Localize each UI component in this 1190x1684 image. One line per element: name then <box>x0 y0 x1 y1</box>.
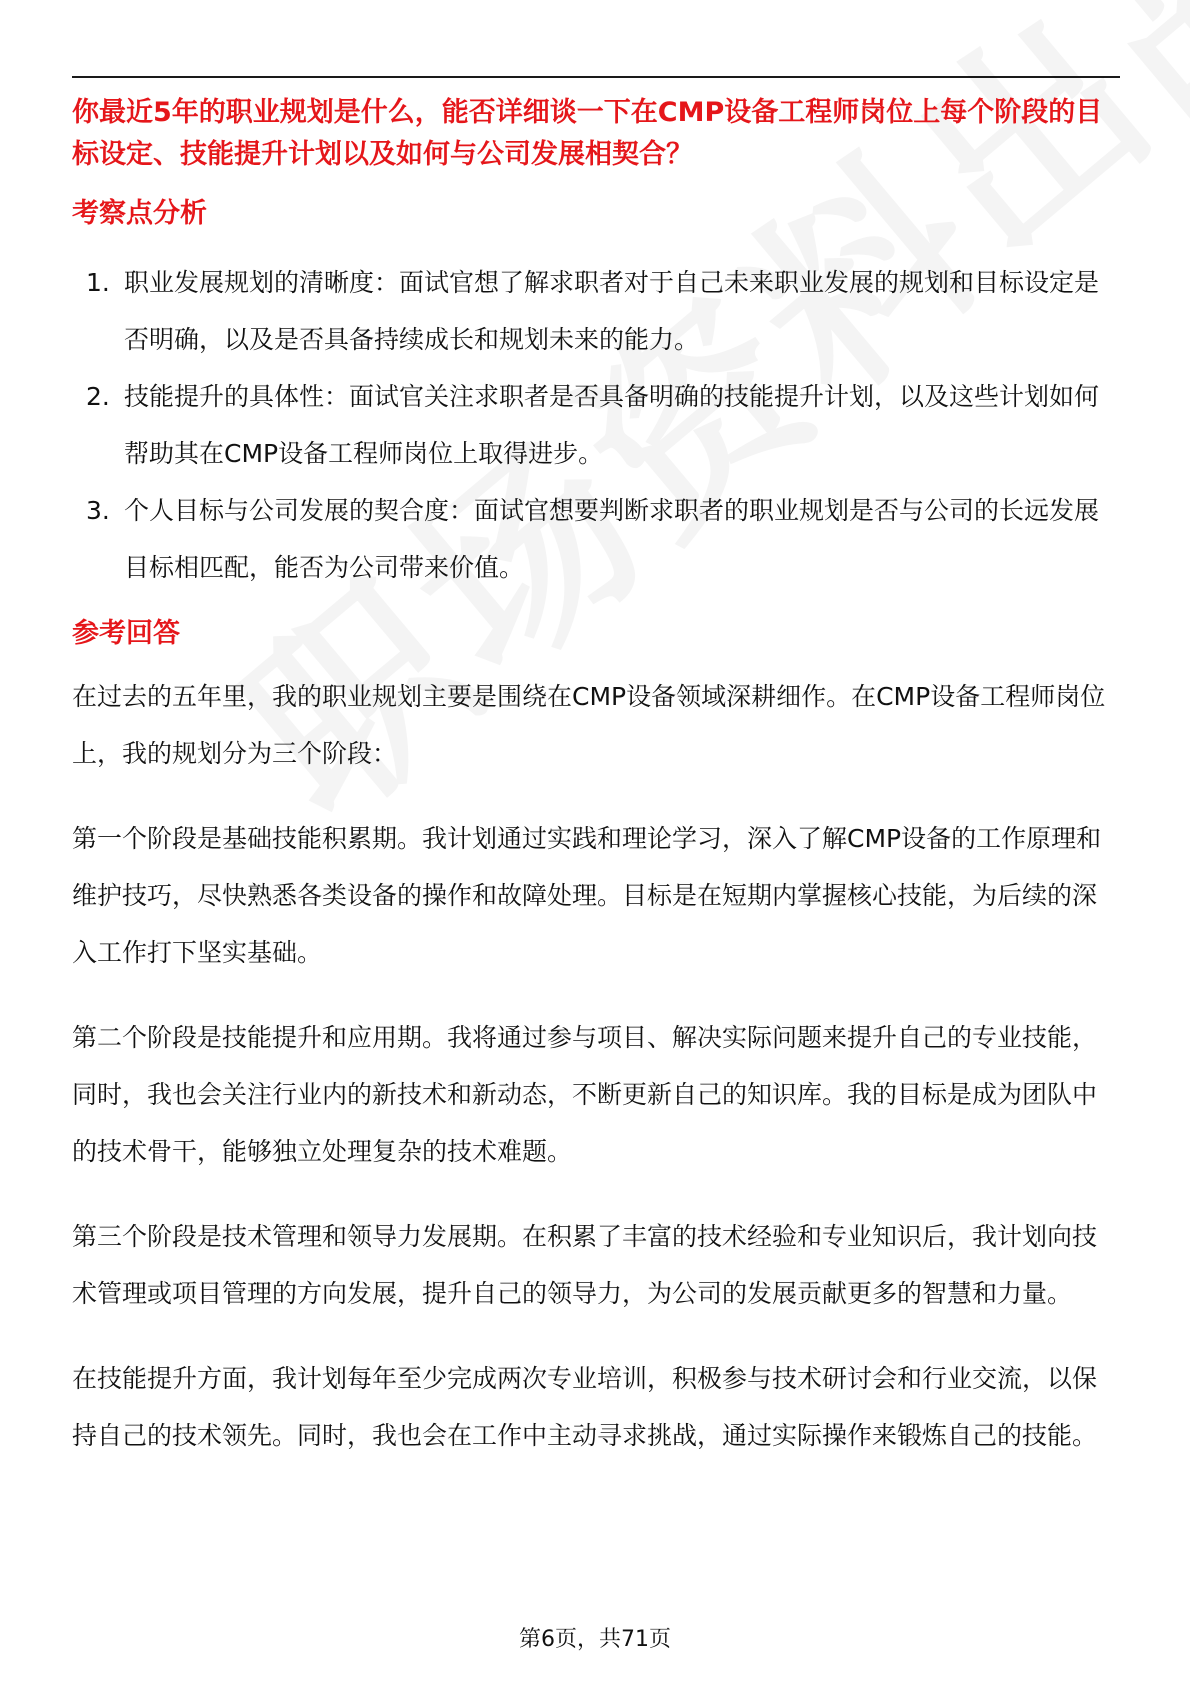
list-item <box>72 254 1120 368</box>
list-item <box>72 482 1120 596</box>
answer-paragraph: 在技能提升方面，我计划每年至少完成两次专业培训，积极参与技术研讨会和行业交流，以保持自己的技术领先。同时，我也会在工作中主动寻求挑战，通过实际操作来锻炼自己的技能。 <box>72 1364 1098 1450</box>
list-item-text: 职业发展规划的清晰度：面试官想了解求职者对于自己未来职业发展的规划和目标设定是否明确，以及是否具备持续成长和规划未来的能力。 <box>124 268 1100 354</box>
page-content <box>72 92 1120 1464</box>
analysis-list <box>72 254 1120 596</box>
list-item-number: 3. <box>86 496 110 525</box>
analysis-section-title: 考察点分析 <box>72 198 207 229</box>
answer-body <box>72 668 1120 1464</box>
list-item-number: 2. <box>86 382 110 411</box>
answer-paragraph: 在过去的五年里，我的职业规划主要是围绕在CMP设备领域深耕细作。在CMP设备工程师岗位上，我的规划分为三个阶段： <box>72 682 1106 768</box>
answer-paragraph: 第二个阶段是技能提升和应用期。我将通过参与项目、解决实际问题来提升自己的专业技能，同时，我也会关注行业内的新技术和新动态，不断更新自己的知识库。我的目标是成为团队中的技术骨干，能够独立处理复杂的技术难题。 <box>72 1023 1098 1166</box>
page-number: 第6页，共71页 <box>519 1627 671 1652</box>
answer-paragraph: 第三个阶段是技术管理和领导力发展期。在积累了丰富的技术经验和专业知识后，我计划向技术管理或项目管理的方向发展，提升自己的领导力，为公司的发展贡献更多的智慧和力量。 <box>72 1222 1098 1308</box>
list-item-text: 个人目标与公司发展的契合度：面试官想要判断求职者的职业规划是否与公司的长远发展目标相匹配，能否为公司带来价值。 <box>124 496 1100 582</box>
list-item <box>72 368 1120 482</box>
header-rule <box>72 76 1120 78</box>
list-item-number: 1. <box>86 268 110 297</box>
list-item-text: 技能提升的具体性：面试官关注求职者是否具备明确的技能提升计划，以及这些计划如何帮助其在CMP设备工程师岗位上取得进步。 <box>124 382 1100 468</box>
answer-paragraph: 第一个阶段是基础技能积累期。我计划通过实践和理论学习，深入了解CMP设备的工作原理和维护技巧，尽快熟悉各类设备的操作和故障处理。目标是在短期内掌握核心技能，为后续的深入工作打下坚实基础。 <box>72 824 1102 967</box>
answer-section-title: 参考回答 <box>72 618 180 649</box>
question-heading: 你最近5年的职业规划是什么，能否详细谈一下在CMP设备工程师岗位上每个阶段的目标设定、技能提升计划以及如何与公司发展相契合？ <box>72 97 1103 170</box>
